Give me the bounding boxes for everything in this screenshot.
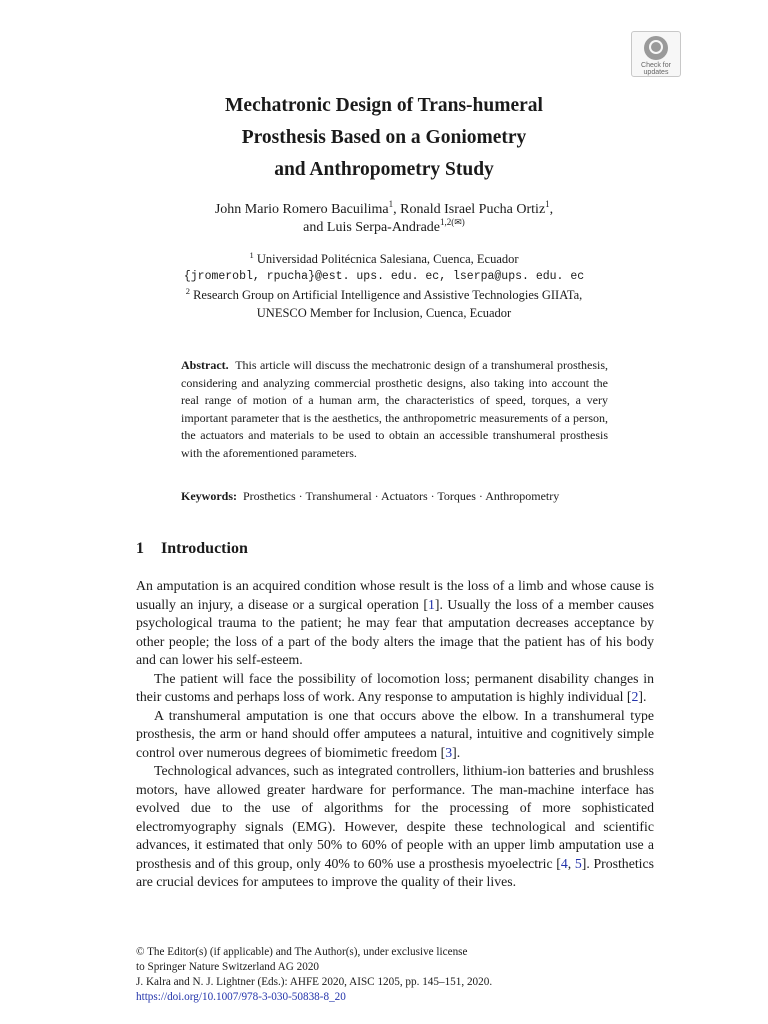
paragraph: An amputation is an acquired condition whose result is the loss of a limb and whose cause is usually an injury, a disease or a surgical operation [1]. Usually the loss of a member causes psychological trauma to the patient; he may fear that amputation decreases acceptance by other people; the loss of a part of the body alters the image that the patient has of his body and can lower his self-esteem. [136,578,655,667]
keywords [181,488,621,505]
citation-link[interactable]: 5 [574,855,582,871]
author-3-affil: 1,2(✉) [440,217,465,227]
citation-link[interactable]: 4 [560,855,568,871]
title-line-1: Mechatronic Design of Trans-humeral [225,95,543,116]
section-heading [136,538,248,560]
paragraph: Technological advances, such as integrated controllers, lithium-ion batteries and brushless motors, have allowed greater hardware for performance. The man-machine interface has evolved due to the use of algorithms for the processing of more sophisticated electromyography signals (EMG). However, despite these technological and scientific advances, it estimated that only 50% to 60% of people with an upper limb amputation use a prosthesis and of this group, only 40% to 60% use a prosthesis myoelectric [4, 5]. Prosthetics are crucial devices for amputees to improve the quality of their lives. [136,763,654,889]
doi-link[interactable]: https://doi.org/10.1007/978-3-030-50838-8_20 [136,991,346,1003]
author-1: John Mario Romero Bacuilima [214,202,389,217]
paragraph: A transhumeral amputation is one that occurs above the elbow. In a transhumeral type prosthesis, the arm or hand should offer amputees a natural, intuitive and cognitively simple control over numerous degrees of biomimetic freedom [3]. [136,707,654,760]
check-for-updates-badge[interactable] [631,31,681,77]
abstract [181,357,608,463]
keywords-text: Prosthetics · Transhumeral · Actuators · Torques · Anthropometry [243,489,560,503]
author-emails: {jromerobl, rpucha}@est. ups. edu. ec, lserpa@ups. edu. ec [183,270,585,283]
title-line-3: and Anthropometry Study [274,159,494,180]
affiliation-1: Universidad Politécnica Salesiana, Cuenca, Ecuador [256,252,519,266]
badge-label: Check for updates [641,62,671,76]
author-3: and Luis Serpa-Andrade [303,220,441,235]
citation-link[interactable]: 3 [445,744,453,760]
section-number: 1 [136,540,144,557]
keywords-label: Keywords: [181,489,237,503]
author-2: Ronald Israel Pucha Ortiz [400,202,546,217]
section-title: Introduction [161,540,248,557]
affiliations: $^1$ Universidad Politécnica Salesiana, Cuenca, Ecuador {jromerobl, rpucha}@est. ups. edu. ec, lserpa@ups. edu. ec $^2$ Research Group on Artificial Intelligence and Assistive Technologies GIIATa, UNESCO Member for Inclusion, Cuenca, Ecuador [100,250,668,322]
title-line-2: Prosthesis Based on a Goniometry [241,127,527,148]
author-1-affil: 1 [388,199,394,209]
check-for-updates-icon [643,35,669,61]
citation-link[interactable]: 2 [631,689,639,704]
introduction-body [136,577,654,892]
citation-link[interactable]: 1 [427,596,435,612]
paragraph: The patient will face the possibility of locomotion loss; permanent disability changes in their customs and perhaps loss of work. Any response to amputation is highly individual [2]. [136,670,654,704]
footer-line-2: to Springer Nature Switzerland AG 2020 [136,961,320,973]
footer-line-3: J. Kalra and N. J. Lightner (Eds.): AHFE 2020, AISC 1205, pp. 145–151, 2020. [136,976,493,988]
abstract-label: Abstract. [181,358,229,372]
affiliation-2-cont: UNESCO Member for Inclusion, Cuenca, Ecuador [256,306,512,320]
paper-title [120,90,648,186]
author-2-affil: 1 [545,199,550,209]
author-list: John Mario Romero Bacuilima$^1$, Ronald Israel Pucha Ortiz$^1$, and Luis Serpa-Andrade$^{1,2(✉)}$ [214,199,554,235]
abstract-text: This article will discuss the mechatronic design of a transhumeral prosthesis, considering and analyzing commercial prosthetic designs, also taking into account the real range of motion of a human arm, the characteristics of speed, torques, a very important parameter that is the aesthetics, the anthropometric measurements of a person, the actuators and materials to be used to obtain an accessible transhumeral prosthesis with the aforementioned parameters. [181,358,608,460]
copyright-footer [136,945,676,1005]
footer-line-1: © The Editor(s) (if applicable) and The Author(s), under exclusive license [136,946,468,958]
affiliation-2: Research Group on Artificial Intelligence and Assistive Technologies GIIATa, [193,288,583,302]
